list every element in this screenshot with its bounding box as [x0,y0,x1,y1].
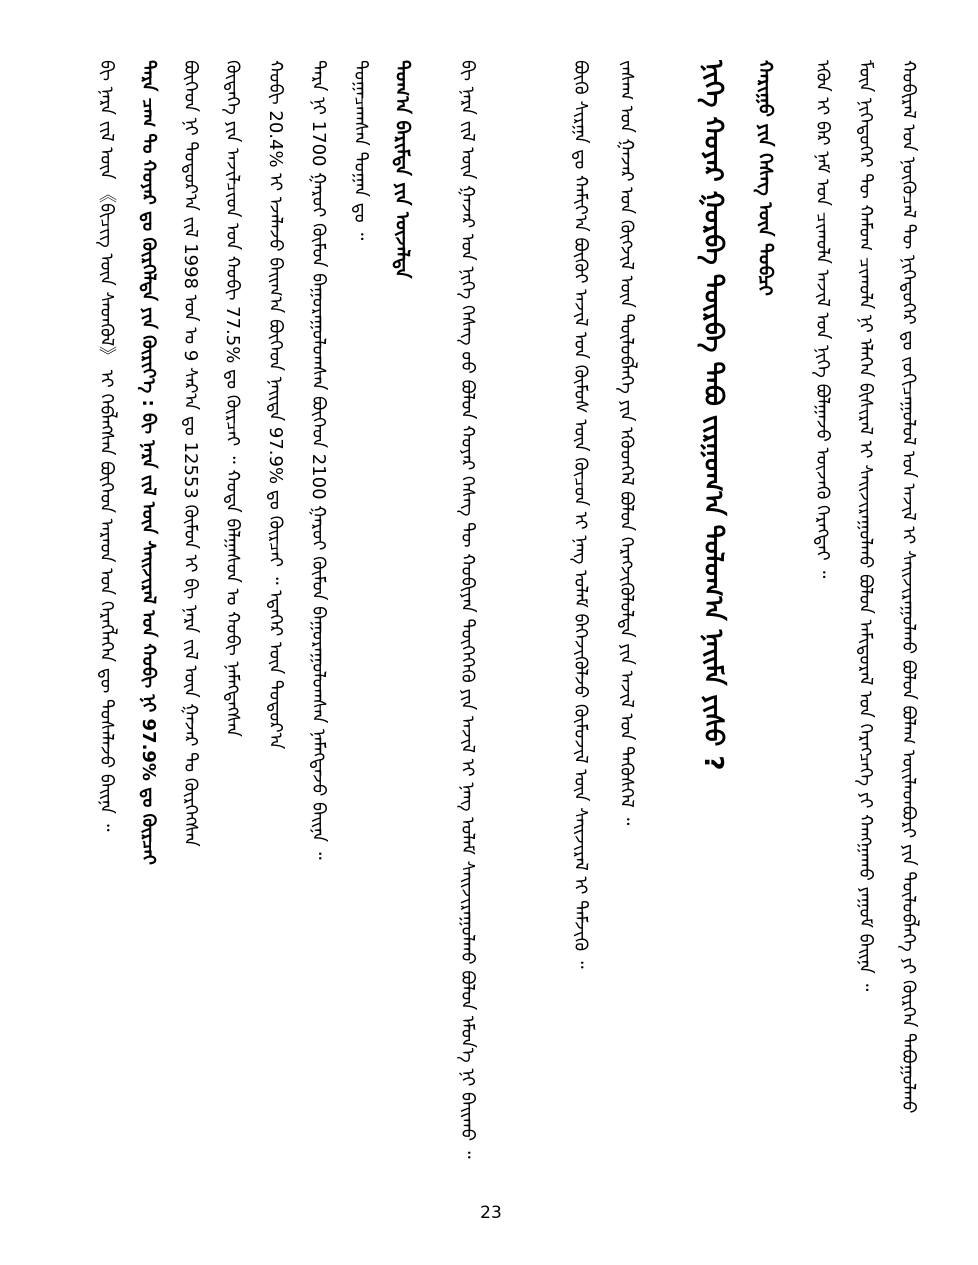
text-column-6: ᠵᠠᠰᠠᠭ ᠤᠨ ᠭᠠᠵᠠᠷ ᠤᠨ ᠬᠥᠭᠵᠢᠯ ᠦᠨ ᠲᠥᠯᠦᠪᠯᠡᠭᠡ ᠶᠢᠨ ᠡᠭᠦᠳᠬᠡᠯ ᠪᠣᠯᠤᠨ ᠬᠡᠷᠡᠭᠵᠢᠭᠦᠯᠦᠯᠲᠡ ᠶᠢᠨ ᠠᠵᠢᠯ ᠤᠨ ᠲᠡᠭᠦᠰᠬᠡᠯ ᠃ [616,60,637,826]
page-number: 23 [480,1203,502,1223]
text-column-11: ᠲᠡᠷᠡ ᠨᠢ 1700 ᠭᠠᠷᠤᠢ ᠬᠦᠮᠦᠨ ᠪᠠᠭᠤᠷᠠᠭᠤᠯᠤᠭᠰᠠᠨ ᠪᠥᠭᠡᠳ 2100 ᠭᠠᠷᠤᠢ ᠬᠦᠮᠦᠨ ᠪᠠᠭᠤᠷᠠᠭᠤᠯᠤᠭᠰᠠᠨ ᠨᠡᠮᠡᠭᠳᠡᠵᠦ ᠪᠠᠢᠨᠠ ᠃ [308,60,329,860]
text-column-12: ᠬᠤᠪᠢ 20.4% ᠢ ᠡᠵᠡᠯᠡᠵᠦ ᠪᠠᠢᠭ᠎ᠠ ᠪᠥᠭᠡᠳ ᠨᠡᠢᠲᠡ 97.9% ᠳᠤ ᠬᠦᠷᠴᠡᠢ ᠃ ᠡᠳᠡᠭᠡᠷ ᠦᠨ ᠳᠣᠲᠣᠷ᠎ᠠ [265,60,286,750]
text-column-13: ᠬᠥᠳᠡᠭᠡ ᠶᠢᠨ ᠠᠵᠢᠯᠴᠢᠳ ᠤᠨ ᠬᠤᠪᠢ 77.5% ᠳᠤ ᠬᠦᠷᠴᠡᠢ ᠃ ᠬᠣᠲᠠ ᠪᠠᠯᠭᠠᠰᠤᠨ ᠤ ᠬᠤᠪᠢ ᠨᠡᠮᠡᠭᠳᠡᠭᠰᠡᠨ [222,60,243,737]
text-column-8: ᠪᠢ ᠨᠡᠷᠡ ᠵᠢᠯ ᠦᠨ ᠭᠠᠵᠠᠷ ᠤᠨ ᠨᠢᠭᠡ ᠬᠡᠰᠡᠭ ᠤᠤ ᠪᠣᠯᠣᠨ ᠬᠣᠶᠠᠷ ᠬᠡᠰᠡᠭ ᠲᠦ ᠬᠤᠪᠢᠶᠠᠨ ᠲᠦᠭᠡᠭᠡᠬᠦ ᠶᠢᠨ ᠠᠵᠢᠯ ᠢ ᠨᠡᠩ ᠤᠯᠠᠮ ᠰᠠᠢᠵᠢᠷᠠᠭᠤᠯᠬᠤ ᠪᠣᠯᠤᠨ ᠡᠮᠦᠨ᠎ᠡ ᠨᠢ ᠪᠠᠢᠬᠤ ᠃ [457,60,478,1159]
section-subtitle: ᠬᠠᠷᠢᠭᠤ ᠶᠢᠨ ᠬᠡᠰᠡᠭ ᠦᠨ ᠲᠣᠪᠴᠢ [754,60,776,296]
text-column-16: ᠪᠢ ᠨᠡᠷᠡ ᠵᠢᠯ ᠦᠨ 《ᠪᠢᠴᠢᠭ ᠦᠨ ᠰᠡᠳᠬᠦᠯ》 ᠢ ᠬᠡᠪᠯᠡᠭᠰᠡᠨ ᠪᠥᠭᠡᠳ ᠠᠷᠠᠳ ᠤᠨ ᠬᠡᠷᠡᠭᠯᠡᠭᠡᠨ ᠳᠦ ᠲᠤᠰᠠᠯᠠᠵᠤ ᠪᠠᠢᠨᠠ ᠃ [96,60,117,832]
text-column-10: ᠲᠣᠭᠠᠴᠠᠭᠰᠠᠨ ᠲᠣᠭᠠᠨ ᠳᠤ ᠃ [350,60,371,241]
text-column-3: ᠡᠭᠦᠨ ᠢ ᠪᠠᠷ ᠨᠠᠮ ᠤᠨ ᠴᠢᠬᠤᠯᠠ ᠠᠵᠢᠯ ᠤᠨ ᠨᠢᠭᠡ ᠪᠣᠯᠭᠠᠵᠤ ᠦᠵᠡᠬᠦ ᠬᠡᠷᠡᠭᠲᠡᠢ ᠃ [812,60,833,579]
text-column-15: ᠲᠡᠷᠡ ᠴᠠᠭ ᠲᠤ ᠬᠣᠶᠠᠷ ᠳᠤ ᠬᠦᠷᠭᠡᠯᠲᠡ ᠶᠢᠨ ᠬᠦᠷᠢᠶ᠎ᠡ : ᠪᠢ ᠨᠡᠷᠡ ᠵᠢᠯ ᠦᠨ ᠰᠠᠢᠵᠢᠷᠠᠯ ᠤᠨ ᠬᠤᠪᠢ ᠨᠢ 97.9% ᠳᠤ ᠬᠦᠷᠴᠡᠢ [138,60,159,865]
text-column-1: ᠬᠤᠪᠢᠷᠠᠯ ᠤᠨ ᠨᠦᠬᠦᠴᠡᠯ ᠲᠦ ᠨᠢᠭᠡᠳᠦᠭᠡᠷ ᠳᠤ ᠵᠣᠬᠢᠴᠠᠭᠤᠯᠤᠯ ᠤᠨ ᠠᠵᠢᠯ ᠢ ᠰᠠᠢᠵᠢᠷᠠᠭᠤᠯᠬᠤ ᠪᠣᠯᠤᠨ ᠪᠤᠯᠠᠭ ᠦᠢᠯᠡᠳᠪᠦᠷᠢ ᠶᠢᠨ ᠲᠥᠯᠦᠪᠯᠡᠭᠡ ᠶᠢ ᠬᠦᠷᠭᠡᠨ ᠳᠠᠪᠤᠭᠤᠯᠬᠤ [898,60,919,1114]
text-column-2: ᠮᠥᠨ ᠨᠢᠭᠡᠳᠦᠭᠡᠷ ᠲᠦ ᠬᠠᠮᠤᠭ ᠴᠢᠬᠤᠯᠠ ᠨᠢ ᠡᠯᠡᠬᠡᠨ ᠪᠢᠰᠢᠷᠡᠯ ᠢ ᠰᠠᠢᠵᠢᠷᠠᠭᠤᠯᠬᠤ ᠪᠣᠯᠤᠨ ᠠᠮᠢᠳᠤᠷᠠᠯ ᠤᠨ ᠬᠡᠷᠡᠭᠴᠡᠭᠡ ᠶᠢ ᠬᠠᠩᠭᠠᠬᠤ ᠶᠠᠭᠤᠮ ᠪᠠᠢᠨᠠ ᠃ [855,60,876,992]
text-column-14: ᠪᠥᠭᠡᠳ ᠨᠢ ᠳᠣᠲᠣᠷ᠎ᠠ ᠵᠢᠯ 1998 ᠣᠨ ᠤ 9 ᠰᠠᠷ᠎ᠠ ᠳᠤ 12553 ᠬᠦᠮᠦᠨ ᠢ ᠪᠢ ᠨᠡᠷᠡ ᠵᠢᠯ ᠦᠨ ᠭᠠᠵᠠᠷ ᠲᠤ ᠬᠦᠷᠭᠡᠭᠰᠡᠨ [180,60,201,847]
section-title: ᠨᠢᠭᠡ ᠬᠣᠶᠠᠷ ᠭᠤᠷᠪᠠ ᠳᠦᠷᠪᠡ ᠲᠠᠪᠤ ᠵᠢᠷᠭᠤᠭ᠎ᠠ ᠳᠣᠯᠣᠭ᠎ᠠ ᠨᠠᠢᠮᠠ ᠶᠢᠰᠦ ? [698,60,728,771]
sub-heading: ᠲᠣᠭ᠎ᠠ ᠪᠠᠷᠢᠮᠲᠠ ᠶᠢᠨ ᠦᠵᠡᠯᠲᠡ [391,60,413,279]
text-column-7: ᠪᠦᠬᠦ ᠰᠢᠷᠭᠠ ᠳᠤ ᠬᠠᠮᠢᠶ᠎ᠠ ᠪᠦᠬᠦᠢ ᠠᠵᠢᠯ ᠤᠨ ᠬᠦᠮᠦᠰ ᠦᠨ ᠬᠦᠴᠦᠨ ᠢ ᠨᠡᠩ ᠤᠯᠠᠮ ᠪᠡᠬᠡᠵᠢᠭᠦᠯᠵᠦ ᠬᠦᠮᠦᠵᠢᠯ ᠦᠨ ᠰᠠᠢᠵᠢᠷᠠᠯ ᠢ ᠳᠡᠮᠵᠢᠬᠦ ᠃ [570,60,591,969]
